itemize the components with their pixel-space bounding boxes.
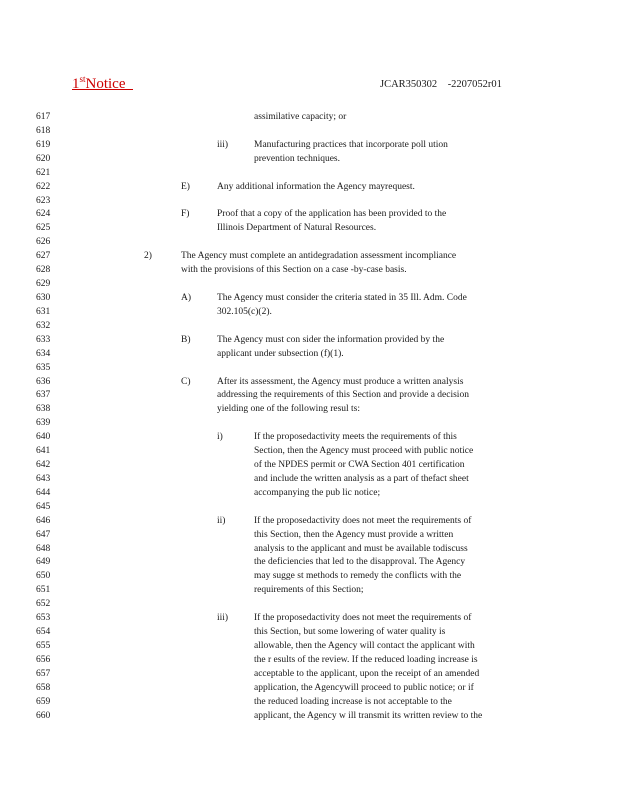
list-marker: B) [181,334,191,345]
line-number: 629 [36,279,51,289]
notice-suffix: st [79,74,86,84]
line-text: accompanying the pub lic notice; [254,487,381,498]
line-number: 622 [36,181,51,192]
line-text: Proof that a copy of the application has been provided to the [217,209,447,220]
line-number: 657 [36,668,51,679]
line-text: prevention techniques. [254,153,341,164]
notice-title [72,74,133,93]
line-number: 617 [36,112,51,122]
line-number: 653 [36,613,51,624]
line-number: 655 [36,641,51,651]
jcar-code [380,79,502,90]
line-number: 643 [36,473,51,484]
line-number: 620 [36,153,51,164]
line-text: Manufacturing practices that incorporate poll ution [254,139,448,150]
line-text: application, the Agencywill proceed to public notice; or if [254,682,474,693]
line-number: 638 [36,404,51,415]
jcar-code-part1: JCAR350302 [380,79,438,90]
line-text: Illinois Department of Natural Resources. [217,223,377,234]
line-number: 644 [36,487,51,498]
line-number: 639 [36,418,51,429]
line-text: analysis to the applicant and must be available todiscuss [254,543,468,554]
line-number: 659 [36,696,51,707]
line-text: applicant, the Agency w ill transmit its written review to the [254,710,483,721]
line-number: 642 [36,460,51,470]
line-number: 631 [36,306,51,317]
line-text: If the proposedactivity meets the requirements of this [254,432,457,443]
line-number: 652 [36,599,51,610]
list-marker: ii) [217,515,226,526]
line-text: yielding one of the following resul ts: [217,404,361,415]
line-number: 660 [36,710,51,721]
line-number: 633 [36,334,51,345]
line-text: 302.105(c)(2). [217,306,272,317]
line-number: 637 [36,390,51,401]
list-marker: F) [181,209,190,220]
jcar-code-part2: -2207052r01 [447,79,502,90]
line-text: applicant under subsection (f)(1). [217,348,344,359]
line-number: 621 [36,167,51,178]
line-number: 656 [36,654,51,665]
line-number: 647 [36,529,51,540]
line-number: 627 [36,251,51,262]
line-number: 651 [36,585,51,596]
line-number: 632 [36,320,51,331]
line-number: 618 [36,125,51,136]
line-number: 634 [36,348,51,359]
list-marker: A) [181,293,192,303]
line-text: If the proposedactivity does not meet the requirements of [254,515,472,526]
line-number: 623 [36,195,51,206]
notice-number: 1 [72,76,80,92]
line-text: may sugge st methods to remedy the conflicts with the [254,571,462,582]
line-number: 646 [36,515,51,526]
line-text: The Agency must con sider the information provided by the [217,334,445,345]
list-marker: 2) [144,251,152,262]
notice-word: Notice [85,76,126,92]
line-text: Any additional information the Agency mayrequest. [217,181,415,192]
line-text: with the provisions of this Section on a case -by-case basis. [181,265,407,276]
line-number: 645 [36,501,51,512]
list-marker: iii) [217,139,229,150]
line-text: the deficiencies that led to the disapproval. The Agency [254,557,466,568]
line-number: 649 [36,557,51,568]
line-number: 636 [36,376,51,387]
line-text: Section, then the Agency must proceed with public notice [254,446,474,457]
line-number: 641 [36,446,51,457]
line-text: of the NPDES permit or CWA Section 401 certification [254,460,465,470]
line-text: requirements of this Section; [254,585,364,596]
line-number: 630 [36,293,51,303]
line-number: 619 [36,139,51,150]
line-text: After its assessment, the Agency must produce a written analysis [217,376,464,387]
line-number: 625 [36,223,51,234]
line-number: 640 [36,432,51,443]
line-number: 658 [36,682,51,693]
line-text: the r esults of the review. If the reduced loading increase is [254,654,478,665]
list-marker: i) [217,432,223,443]
line-text: and include the written analysis as a part of thefact sheet [254,473,469,484]
line-text: the reduced loading increase is not acceptable to the [254,696,452,707]
line-text: The Agency must complete an antidegradation assessment incompliance [181,251,457,262]
line-number: 650 [36,571,51,582]
line-number: 635 [36,362,51,373]
line-text: The Agency must consider the criteria stated in 35 Ill. Adm. Code [217,293,467,303]
list-marker: iii) [217,613,229,624]
line-text: assimilative capacity; or [254,112,347,122]
line-text: acceptable to the applicant, upon the receipt of an amended [254,668,480,679]
line-text: this Section, then the Agency must provide a written [254,529,454,540]
line-text: this Section, but some lowering of water quality is [254,627,446,637]
line-number: 628 [36,265,51,276]
list-marker: C) [181,376,191,387]
line-text: If the proposedactivity does not meet the requirements of [254,613,472,624]
line-text: addressing the requirements of this Section and provide a decision [217,390,469,401]
line-number: 624 [36,209,51,220]
list-marker: E) [181,181,190,192]
line-number: 654 [36,627,51,637]
line-text: allowable, then the Agency will contact the applicant with [254,641,475,651]
line-number: 648 [36,543,51,554]
line-number: 626 [36,237,51,248]
